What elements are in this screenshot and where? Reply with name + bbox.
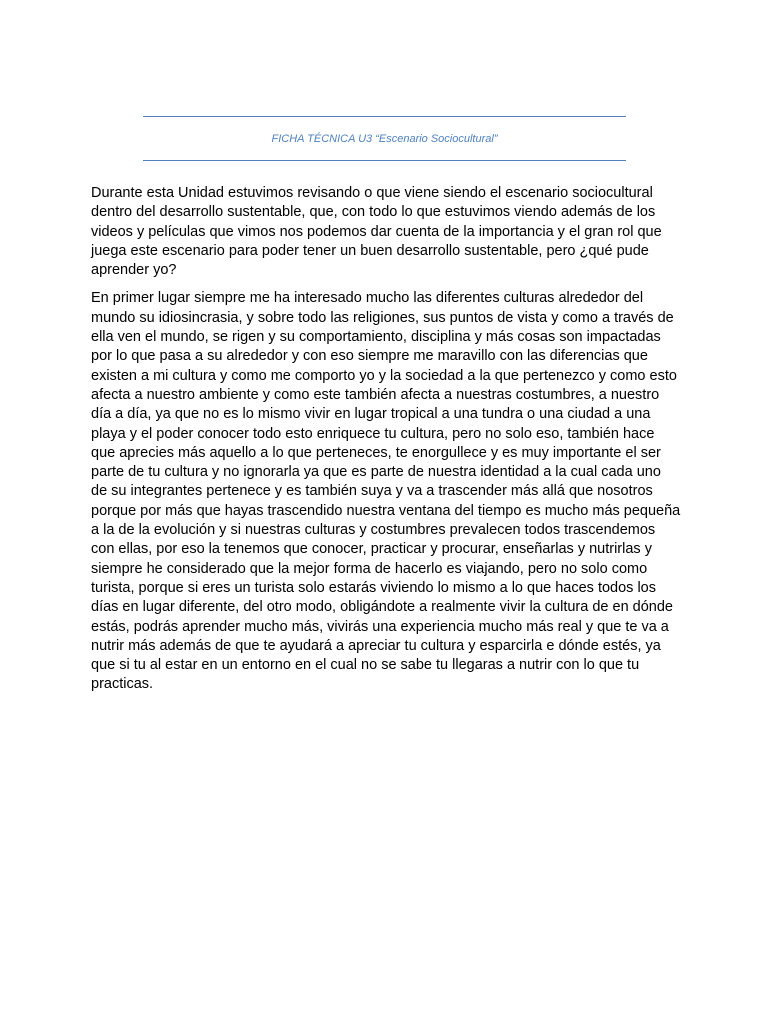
document-body: [91, 184, 681, 704]
document-title: FICHA TÉCNICA U3 “Escenario Sociocultural”: [271, 132, 498, 145]
title-block: [143, 116, 626, 161]
paragraph-intro: Durante esta Unidad estuvimos revisando o que viene siendo el escenario sociocultural dentro del desarrollo sustentable, que, con todo lo que estuvimos viendo además de los videos y películas que vimos nos podemos dar cuenta de la importancia y el gran rol que juega este escenario para poder tener un buen desarrollo sustentable, pero ¿qué pude aprender yo?: [91, 185, 662, 279]
paragraph-main: En primer lugar siempre me ha interesado mucho las diferentes culturas alrededor del mundo su idiosincrasia, y sobre todo las religiones, sus puntos de vista y como a través de ella ven el mundo, se rigen y su comportamiento, disciplina y más cosas son impactadas por lo que pasa a su alrededor y con eso siempre me maravillo con las diferencias que existen a mi cultura y como me comporto yo y la sociedad a la que pertenezco y como esto afecta a nuestro ambiente y como este también afecta a nuestras costumbres, a nuestro día a día, ya que no es lo mismo vivir en lugar tropical a una tundra o una ciudad a una playa y el poder conocer todo esto enriquece tu cultura, pero no solo eso, también hace que aprecies más aquello a lo que perteneces, te enorgullece y es muy importante el ser parte de tu cultura y no ignorarla ya que es parte de nuestra identidad a la cual cada uno de su integrantes pertenece y es también suya y va a trascender más allá que nosotros porque por más que hayas trascendido nuestra ventana del tiempo es mucho más pequeña a la de la evolución y si nuestras culturas y costumbres prevalecen todos trascendemos con ellas, por eso la tenemos que conocer, practicar y procurar, enseñarlas y nutrirlas y siempre he considerado que la mejor forma de hacerlo es viajando, pero no solo como turista, porque si eres un turista solo estarás viviendo lo mismo a lo que haces todos los días en lugar diferente, del otro modo, obligándote a realmente vivir la cultura de en dónde estás, podrás aprender mucho más, vivirás una experiencia mucho más real y que te va a nutrir más además de que te ayudará a apreciar tu cultura y esparcirla e dónde estés, ya que si tu al estar en un entorno en el cual no se sabe tu llegaras a nutrir con lo que tu practicas.: [91, 290, 681, 693]
